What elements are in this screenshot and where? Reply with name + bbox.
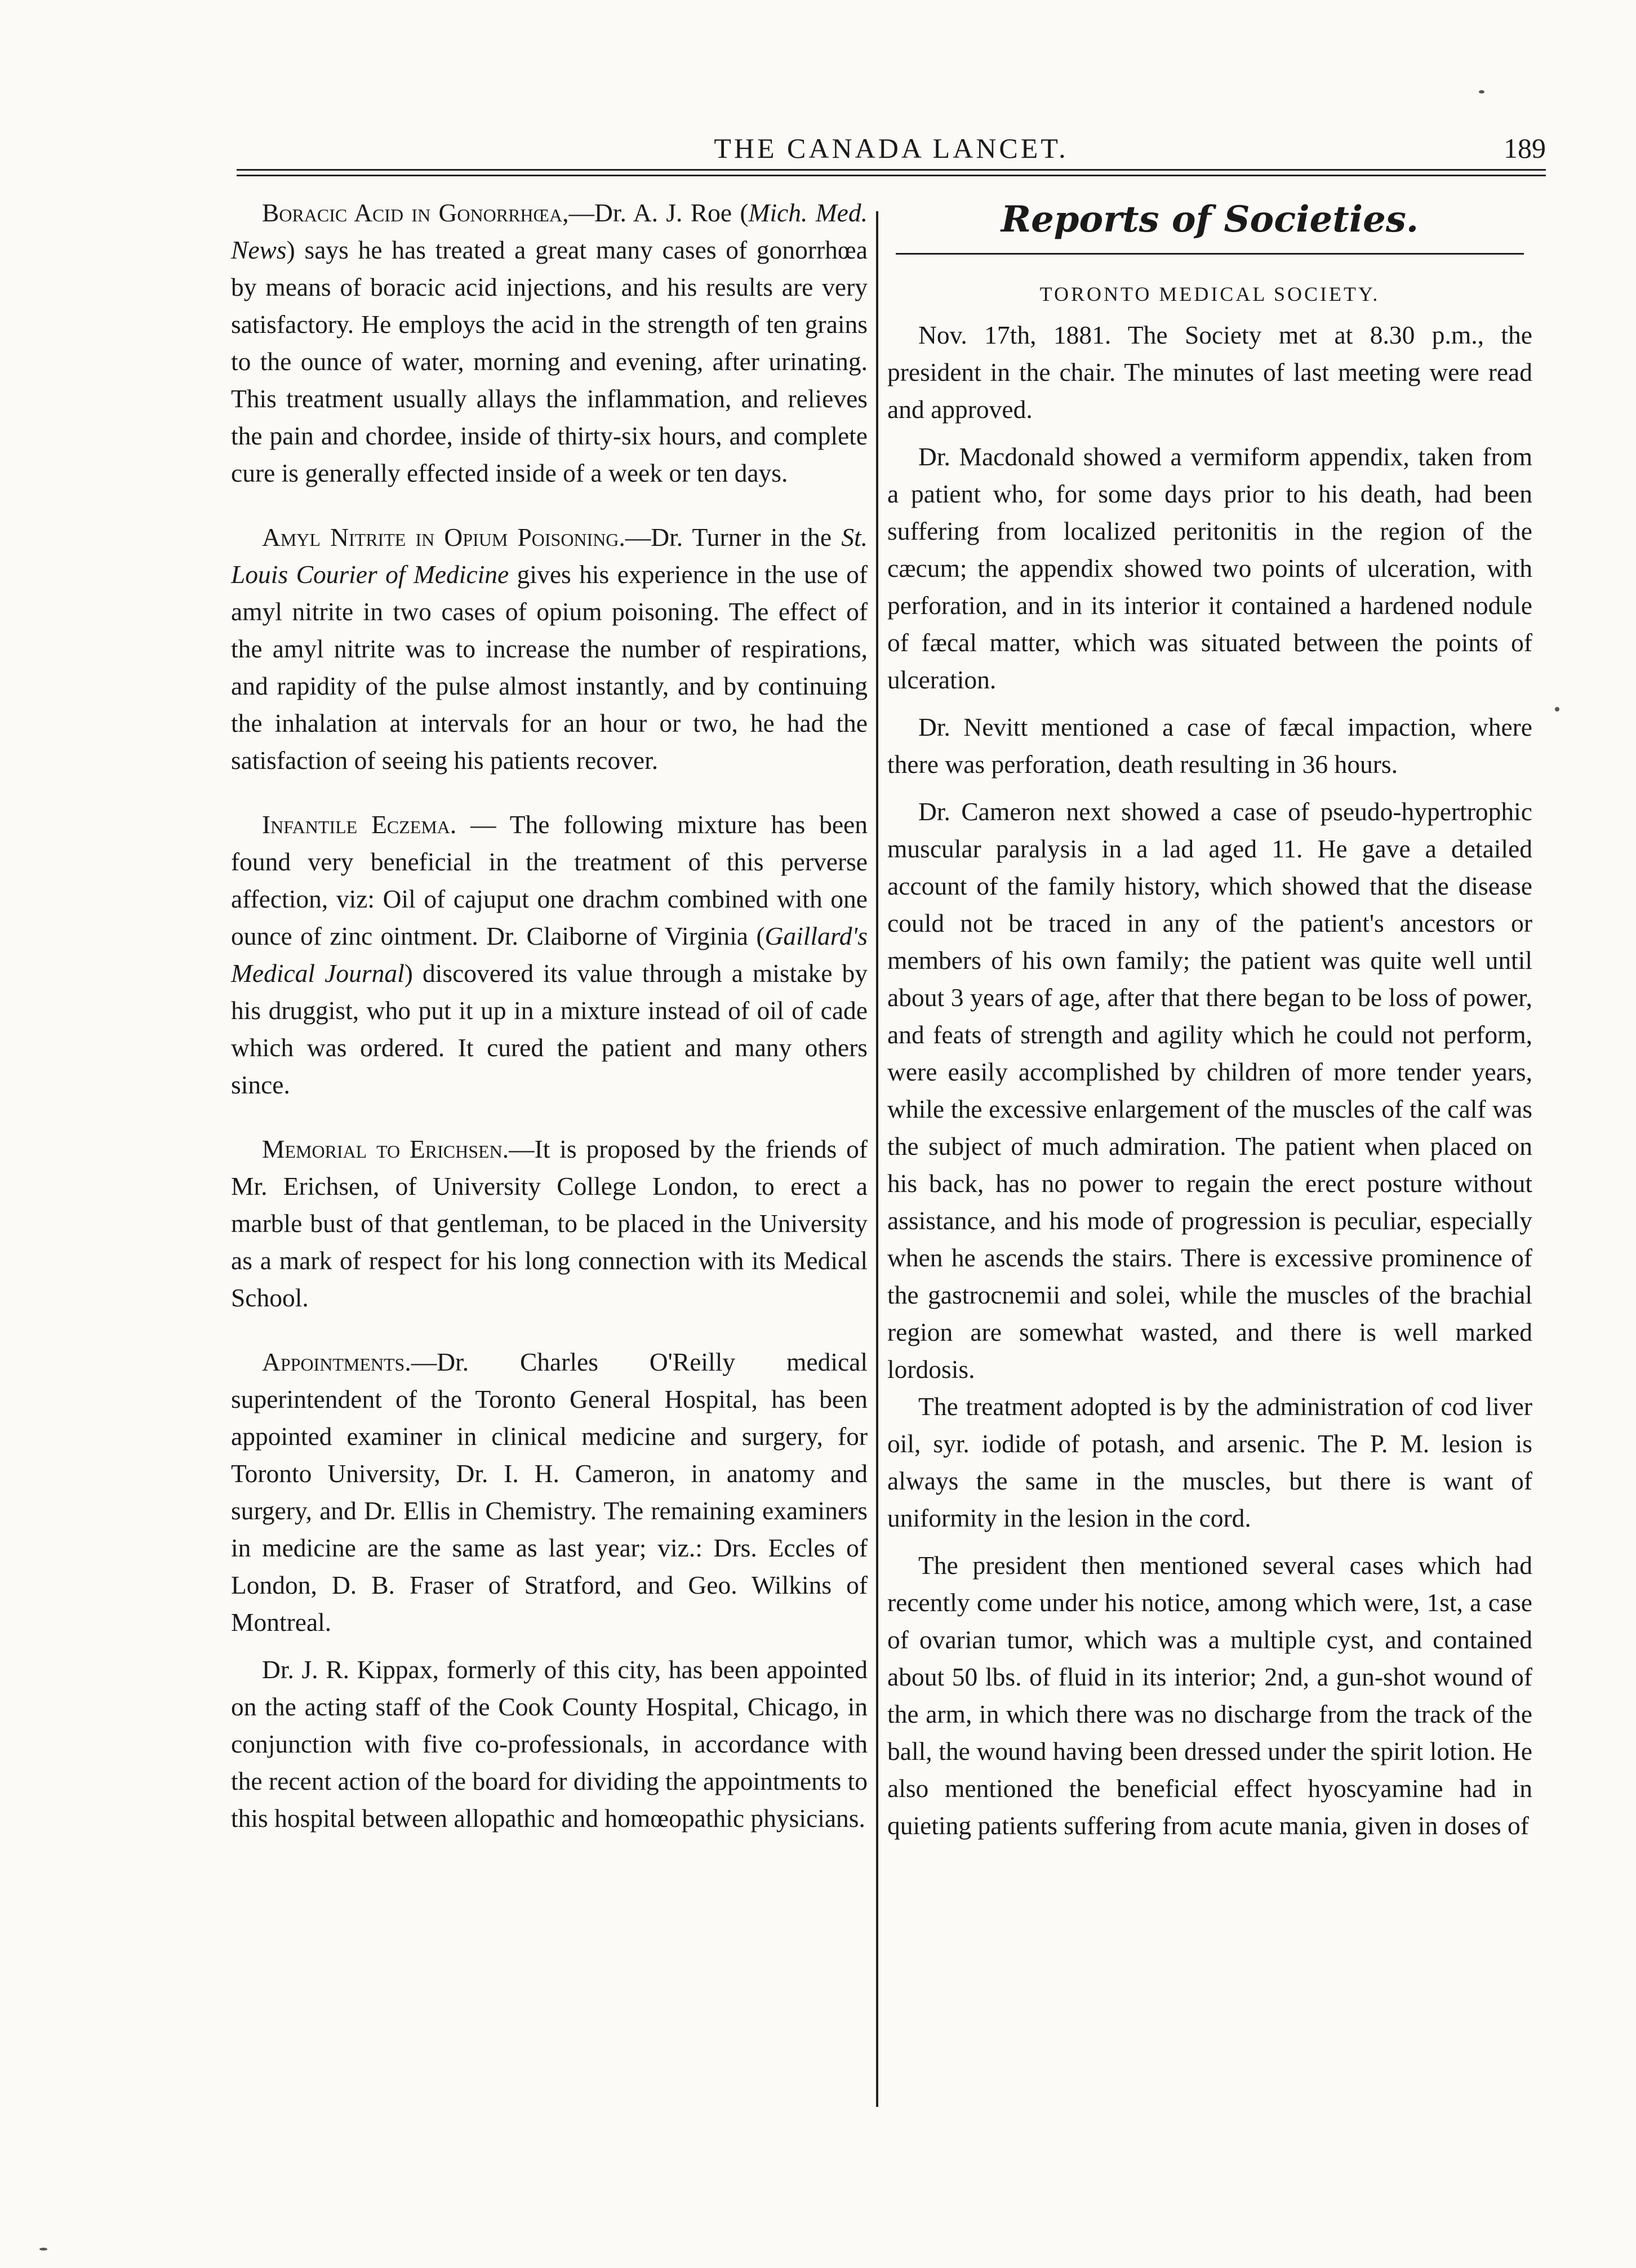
article-amyl-nitrite xyxy=(231,519,868,779)
article-boracic-acid xyxy=(231,194,868,492)
left-column xyxy=(231,194,868,1837)
article-heading: Infantile Eczema. xyxy=(262,810,457,839)
article-text: ) says he has treated a great many cases of gonorrhœa by means of boracic acid injections, and his results are very satisfactory. He employs the acid in the strength of ten grains to the ounce of water, morning and evening, after urinating. This treatment usually allays the inflammation, and relieves the pain and chordee, inside of thirty-six hours, and complete cure is generally effected inside of a week or ten days. xyxy=(231,235,868,487)
article-text: —Dr. A. J. Roe ( xyxy=(568,198,749,227)
source-title: Gaillard's Medical Journal xyxy=(231,922,868,988)
article-text: —It is proposed by the friends of Mr. Erichsen, of University College London, to erect a marble bust of that gentleman, to be placed in the University as a mark of respect for his long connection with its Medical School. xyxy=(231,1135,868,1312)
section-title-rule xyxy=(896,253,1524,255)
article-text: ) discovered its value through a mistake by his druggist, who put it up in a mixture instead of oil of cade which was ordered. It cured the patient and many others since. xyxy=(231,959,868,1099)
article-infantile-eczema xyxy=(231,806,868,1104)
report-paragraph: The president then mentioned several cases which had recently come under his notice, among which were, 1st, a case of ovarian tumor, which was a multiple cyst, and contained about 50 lbs. of fluid in its interior; 2nd, a gun-shot wound of the arm, in which there was no discharge from the track of the ball, the wound having been dressed under the spirit lotion. He also mentioned the beneficial effect hyoscyamine had in quieting patients suffering from acute mania, given in doses of xyxy=(887,1551,1532,1840)
article-kippax: Dr. J. R. Kippax, formerly of this city, has been appointed on the acting staff of the Cook County Hospital, Chicago, in conjunction with five co-professionals, in accordance with the recent action of the board for dividing the appointments to this hospital between allopathic and homœopathic physicians. xyxy=(231,1655,868,1833)
source-title: Mich. Med. News xyxy=(231,198,868,264)
source-title: St. Louis Courier of Medicine xyxy=(231,523,868,589)
article-appointments xyxy=(231,1344,868,1641)
print-speck xyxy=(39,2248,47,2251)
report-paragraph: Dr. Nevitt mentioned a case of fæcal impaction, where there was perforation, death resulting in 36 hours. xyxy=(887,713,1532,779)
page-number: 189 xyxy=(1504,132,1546,164)
article-text: — The following mixture has been found very beneficial in the treatment of this perverse affection, viz: Oil of cajuput one drachm combined with one ounce of zinc ointment. Dr. Claiborne of Virginia ( xyxy=(231,810,868,950)
report-paragraph: Dr. Macdonald showed a vermiform appendix, taken from a patient who, for some days prior to his death, had been suffering from localized peritonitis in the region of the cæcum; the appendix showed two points of ulceration, with perforation, and in its interior it contained a hardened nodule of fæcal matter, which was situated between the points of ulceration. xyxy=(887,442,1532,694)
article-text: —Dr. Turner in the xyxy=(625,523,842,552)
article-text: —Dr. Charles O'Reilly medical superintendent of the Toronto General Hospital, has been appointed examiner in clinical medicine and surgery, for Toronto University, Dr. I. H. Cameron, in anatomy and surgery, and Dr. Ellis in Chemistry. The remaining examiners in medicine are the same as last year; viz.: Drs. Eccles of London, D. B. Fraser of Stratford, and Geo. Wilkins of Montreal. xyxy=(231,1348,868,1636)
print-speck xyxy=(1479,90,1484,94)
right-column xyxy=(887,194,1532,1844)
header-rule-bottom xyxy=(237,175,1546,176)
header-rule-top xyxy=(237,169,1546,171)
article-heading: Appointments. xyxy=(262,1348,411,1376)
column-separator xyxy=(876,211,878,2107)
section-title: Reports of Societies. xyxy=(1001,198,1419,241)
article-heading: Amyl Nitrite in Opium Poisoning. xyxy=(262,523,625,552)
article-memorial xyxy=(231,1131,868,1317)
report-paragraph: Nov. 17th, 1881. The Society met at 8.30 p.m., the president in the chair. The minutes of last meeting were read and approved. xyxy=(887,321,1532,424)
running-header xyxy=(237,128,1546,168)
article-text: gives his experience in the use of amyl nitrite in two cases of opium poisoning. The effect of the amyl nitrite was to increase the number of respirations, and rapidity of the pulse almost instantly, and by continuing the inhalation at intervals for an hour or two, he had the satisfaction of seeing his patients recover. xyxy=(231,560,868,775)
print-speck xyxy=(1555,707,1559,711)
report-paragraph: Dr. Cameron next showed a case of pseudo-hypertrophic muscular paralysis in a lad aged 11. He gave a detailed account of the family history, which showed that the disease could not be traced in any of the patient's ancestors or members of his own family; the patient was quite well until about 3 years of age, after that there began to be loss of power, and feats of strength and agility which he could not perform, were easily accomplished by children of more tender years, while the excessive enlargement of the muscles of the calf was the subject of much admiration. The patient when placed on his back, has no power to regain the erect posture without assistance, and his mode of progression is peculiar, especially when he ascends the stairs. There is excessive prominence of the gastrocnemii and solei, while the muscles of the brachial region are somewhat wasted, and there is well marked lordosis. xyxy=(887,797,1532,1384)
article-heading: Memorial to Erichsen. xyxy=(262,1135,509,1163)
report-paragraph: The treatment adopted is by the administration of cod liver oil, syr. iodide of potash, and arsenic. The P. M. lesion is always the same in the muscles, but there is want of uniformity in the lesion in the cord. xyxy=(887,1392,1532,1532)
society-heading: TORONTO MEDICAL SOCIETY. xyxy=(1039,283,1380,305)
journal-title: THE CANADA LANCET. xyxy=(714,132,1069,164)
article-heading: Boracic Acid in Gonorrhœa, xyxy=(262,198,569,227)
